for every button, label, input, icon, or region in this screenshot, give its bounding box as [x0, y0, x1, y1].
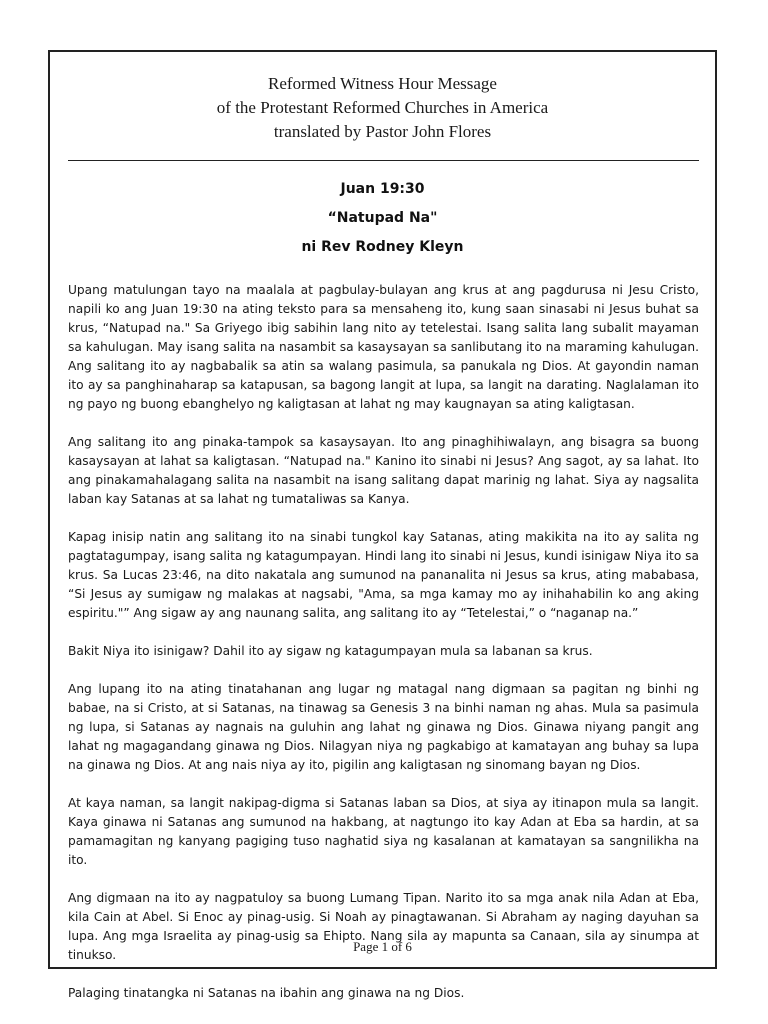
page-number: Page 1 of 6	[353, 939, 412, 954]
sermon-body	[68, 281, 699, 1022]
paragraph: Bakit Niya ito isinigaw? Dahil ito ay sigaw ng katagumpayan mula sa labanan sa krus.	[68, 644, 593, 658]
header-divider	[68, 160, 699, 161]
header-line-2: of the Protestant Reformed Churches in America	[216, 98, 549, 117]
scripture-reference: Juan 19:30	[340, 181, 425, 197]
paragraph: Upang matulungan tayo na maalala at pagbulay-bulayan ang krus at ang pagdurusa ni Jesu Cristo, napili ko ang Juan 19:30 na ating teksto para sa mensaheng ito, kung saan sinasabi ni Jesus buhat sa krus, “Natupad na." Sa Griyego ibig sabihin lang nito ay tetelestai. Isang salita lang subalit mayaman sa kahulugan. May isang salita na nasambit sa kasaysayan sa sanlibutang ito na maraming kahulugan. Ang salitang ito ay nagbabalik sa atin sa walang pasimula, sa panukala ng Dios. At gayondin naman ito ay sa panghinaharap sa katapusan, sa bagong langit at lupa, sa langit na darating. Naglalaman ito ng payo ng buong ebanghelyo ng kaligtasan at lahat ng may kaugnayan sa ating kaligtasan.	[68, 283, 699, 411]
paragraph: Ang digmaan na ito ay nagpatuloy sa buong Lumang Tipan. Narito ito sa mga anak nila Adan at Eba, kila Cain at Abel. Si Enoc ay pinag-usig. Si Noah ay pinagtawanan. Si Abraham ay naging dayuhan sa lupa. Ang mga Israelita ay pinag-usig sa Ehipto. Nang sila ay mapunta sa Canaan, sila ay sinumpa at tinukso.	[68, 891, 699, 962]
paragraph: Ang salitang ito ang pinaka-tampok sa kasaysayan. Ito ang pinaghihiwalayn, ang bisagra sa buong kasaysayan at lahat sa kaligtasan. “Natupad na." Kanino ito sinabi ni Jesus? Ang sagot, ay sa lahat. Ito ang pinakamahalagang salita na nasambit na isang salitang dapat marinig ng lahat. Siya ay nagsalita laban kay Satanas at sa lahat ng tumataliwas sa Kanya.	[68, 435, 699, 506]
header-line-1: Reformed Witness Hour Message	[268, 74, 497, 93]
sermon-author: ni Rev Rodney Kleyn	[301, 239, 464, 255]
paragraph: Ang lupang ito na ating tinatahanan ang lugar ng matagal nang digmaan sa pagitan ng binhi ng babae, na si Cristo, at si Satanas, na tinawag sa Genesis 3 na binhi naman ng ahas. Mula sa pasimula ng lupa, si Satanas ay nagnais na guluhin ang lahat ng ginawa ng Dios. Ginawa niyang pangit ang lahat ng magagandang ginawa ng Dios. Nilagyan niya ng pagkabigo at kamatayan ang buhay sa lupa na ginawa ng Dios. At ang nais niya ay ito, pigilin ang kaligtasan ng sinomang bayan ng Dios.	[68, 682, 699, 772]
paragraph: At kaya naman, sa langit nakipag-digma si Satanas laban sa Dios, at siya ay itinapon mula sa langit. Kaya ginawa ni Satanas ang sumunod na hakbang, at nagtungo ito kay Adan at Eba sa hardin, at sa pamamagitan ng kanyang pagiging tuso naghatid siya ng kasalanan at kamatayan sa sangnilikha na ito.	[68, 796, 699, 867]
document-header	[50, 72, 715, 144]
paragraph: Kapag inisip natin ang salitang ito na sinabi tungkol kay Satanas, ating makikita na ito ay salita ng pagtatagumpay, isang salita ng katagumpayan. Hindi lang ito sinabi ni Jesus, kundi isinigaw Niya ito sa krus. Sa Lucas 23:46, na dito nakatala ang sumunod na pananalita ni Jesus sa krus, ating mababasa, “Si Jesus ay sumigaw ng malakas at nagsabi, "Ama, sa mga kamay mo ay inihahabilin ko ang aking espiritu."” Ang sigaw ay ang naunang salita, ang salitang ito ay “Tetelestai,” o “naganap na.”	[68, 530, 699, 620]
sermon-title: “Natupad Na"	[327, 210, 438, 226]
header-line-3: translated by Pastor John Flores	[273, 122, 492, 141]
sermon-title-block	[50, 179, 715, 266]
paragraph: Palaging tinatangka ni Satanas na ibahin ang ginawa na ng Dios.	[68, 986, 465, 1000]
page-frame	[48, 50, 717, 1000]
